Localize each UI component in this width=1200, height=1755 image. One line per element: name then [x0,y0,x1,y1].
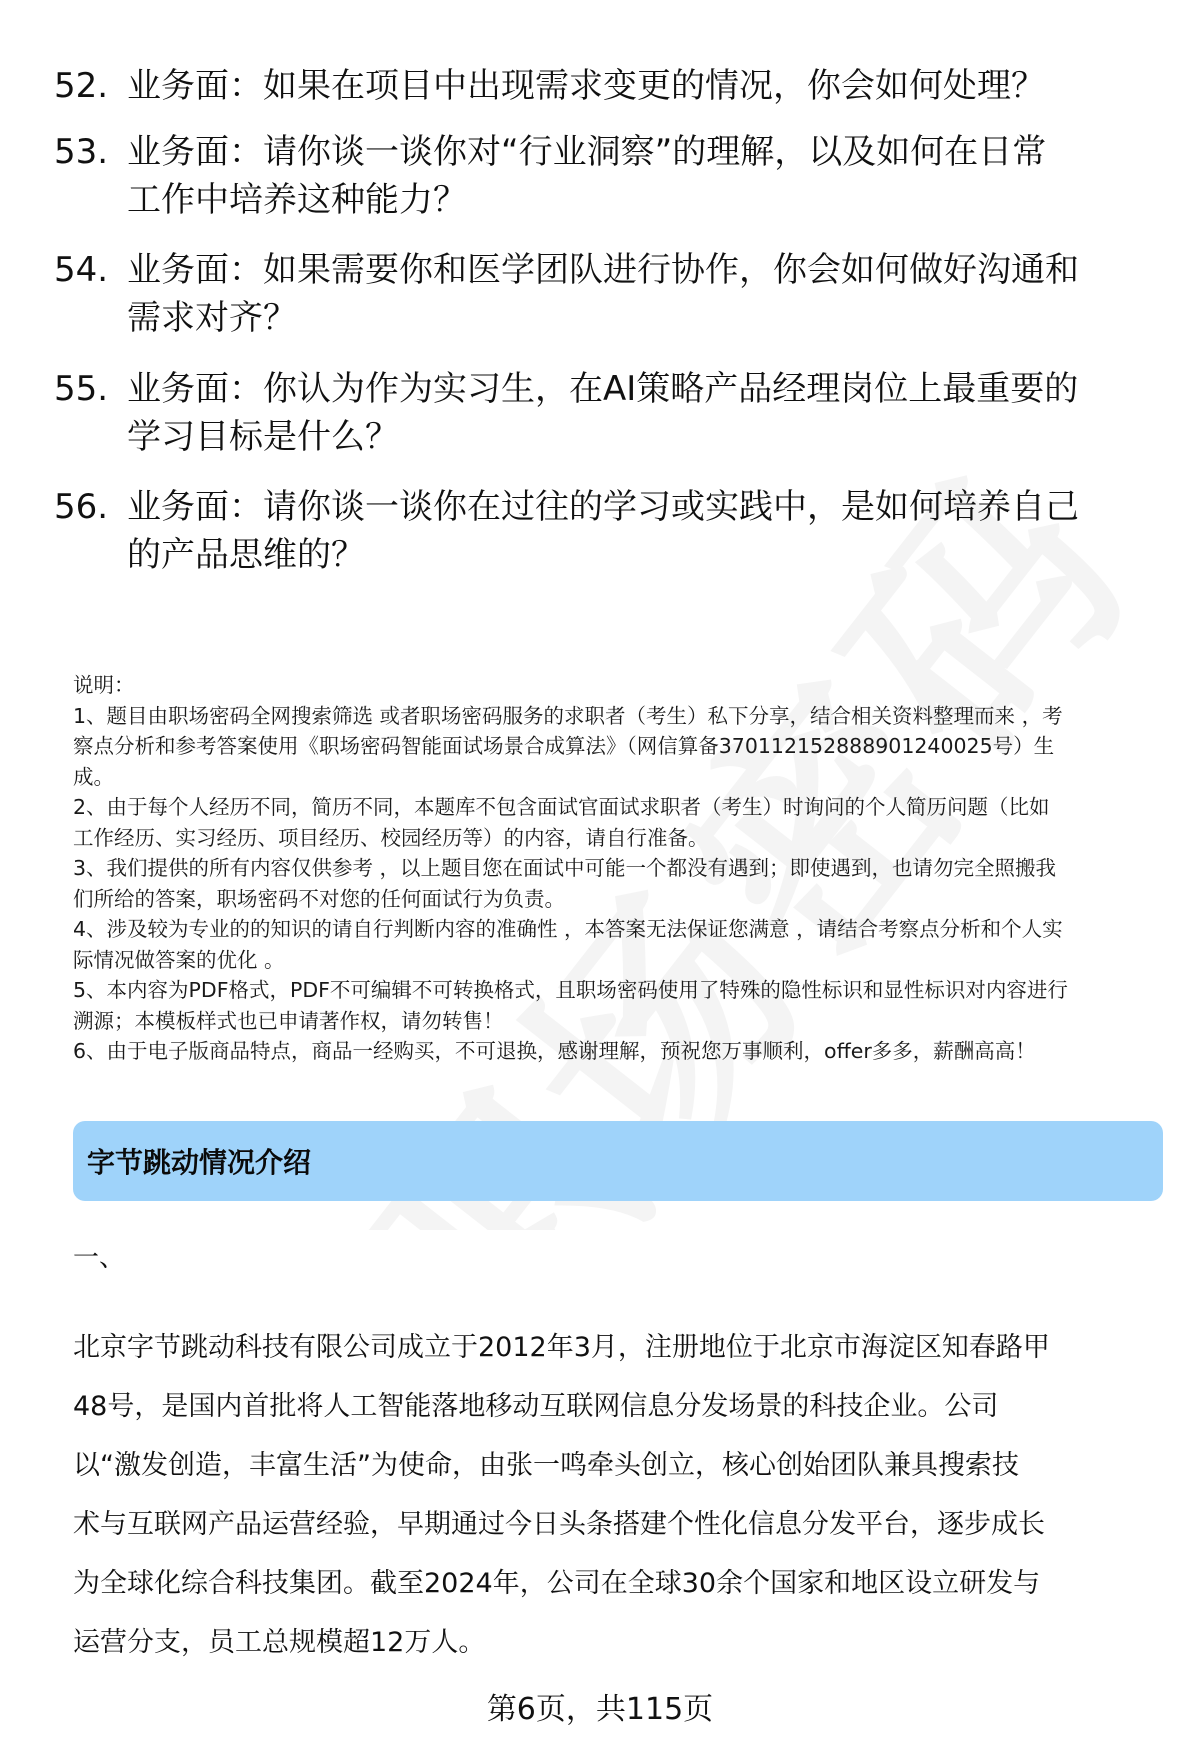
question-number: 52. [54,66,109,106]
notes-line: 3、我们提供的所有内容仅供参考 ，以上题目您在面试中可能一个都没有遇到；即使遇到，也请勿完全照搬我 [73,856,1057,880]
notes-line: 1、题目由职场密码全网搜索筛选 或者职场密码服务的求职者（考生）私下分享，结合相关资料整理而来 ，考 [73,703,1063,728]
notes-line: 成。 [73,764,114,789]
company-intro-paragraph [73,1318,1163,1672]
question-53 [54,128,1154,224]
question-text [127,246,1154,342]
paragraph-line: 北京字节跳动科技有限公司成立于2012年3月，注册地位于北京市海淀区知春路甲 [73,1332,1050,1363]
paragraph-line: 术与互联网产品运营经验，早期通过今日头条搭建个性化信息分发平台，逐步成长 [73,1509,1045,1540]
paragraph-line: 以“激发创造，丰富生活”为使命，由张一鸣牵头创立，核心创始团队兼具搜索技 [73,1450,1019,1481]
question-line: 工作中培养这种能力？ [127,180,467,220]
question-line: 业务面：请你谈一谈你对“行业洞察”的理解，以及如何在日常 [127,132,1047,172]
question-line: 业务面：请你谈一谈你在过往的学习或实践中，是如何培养自己 [127,487,1079,527]
question-text [127,483,1154,579]
paragraph-line: 为全球化综合科技集团。截至2024年，公司在全球30余个国家和地区设立研发与 [73,1568,1041,1599]
notes-line: 溯源；本模板样式也已申请著作权，请勿转售！ [73,1008,504,1033]
question-text [127,128,1154,224]
section-sub-heading: 一、 [73,1243,126,1273]
question-56 [54,483,1154,579]
question-52 [54,62,1154,110]
question-line: 业务面：如果在项目中出现需求变更的情况，你会如何处理？ [127,66,1045,106]
paragraph-line: 48号，是国内首批将人工智能落地移动互联网信息分发场景的科技企业。公司 [73,1391,999,1422]
section-header-box [73,1121,1163,1201]
question-text [127,62,1154,110]
notes-line: 6、由于电子版商品特点，商品一经购买，不可退换，感谢理解，预祝您万事顺利，offer多多，薪酬高高！ [73,1039,1036,1063]
notes-line: 们所给的答案，职场密码不对您的任何面试行为负责。 [73,886,565,911]
question-number: 54. [54,250,109,290]
notes-line: 工作经历、实习经历、项目经历、校园经历等）的内容，请自行准备。 [73,825,709,850]
question-number: 56. [54,487,109,527]
question-54 [54,246,1154,342]
notes-section [73,670,1163,1067]
notes-title: 说明： [73,673,135,697]
question-line: 业务面：如果需要你和医学团队进行协作，你会如何做好沟通和 [127,250,1079,290]
question-text [127,365,1154,461]
section-title: 字节跳动情况介绍 [87,1146,312,1179]
question-line: 需求对齐？ [127,298,297,338]
question-line: 的产品思维的？ [127,535,365,575]
notes-line: 5、本内容为PDF格式，PDF不可编辑不可转换格式，且职场密码使用了特殊的隐性标识和显性标识对内容进行 [73,978,1068,1002]
notes-line: 际情况做答案的优化 。 [73,947,285,972]
paragraph-line: 运营分支，员工总规模超12万人。 [73,1627,486,1658]
question-number: 55. [54,369,109,409]
question-55 [54,365,1154,461]
page-indicator: 第6页，共115页 [486,1692,714,1727]
question-line: 业务面：你认为作为实习生，在AI策略产品经理岗位上最重要的 [127,369,1079,409]
question-line: 学习目标是什么？ [127,417,399,457]
notes-line: 察点分析和参考答案使用《职场密码智能面试场景合成算法》（网信算备370112152888901240025号）生 [73,734,1055,758]
notes-line: 4、涉及较为专业的的知识的请自行判断内容的准确性 ，本答案无法保证您满意 ，请结合考察点分析和个人实 [73,917,1063,941]
notes-line: 2、由于每个人经历不同，简历不同，本题库不包含面试官面试求职者（考生）时询问的个人简历问题（比如 [73,795,1050,819]
question-number: 53. [54,132,109,172]
